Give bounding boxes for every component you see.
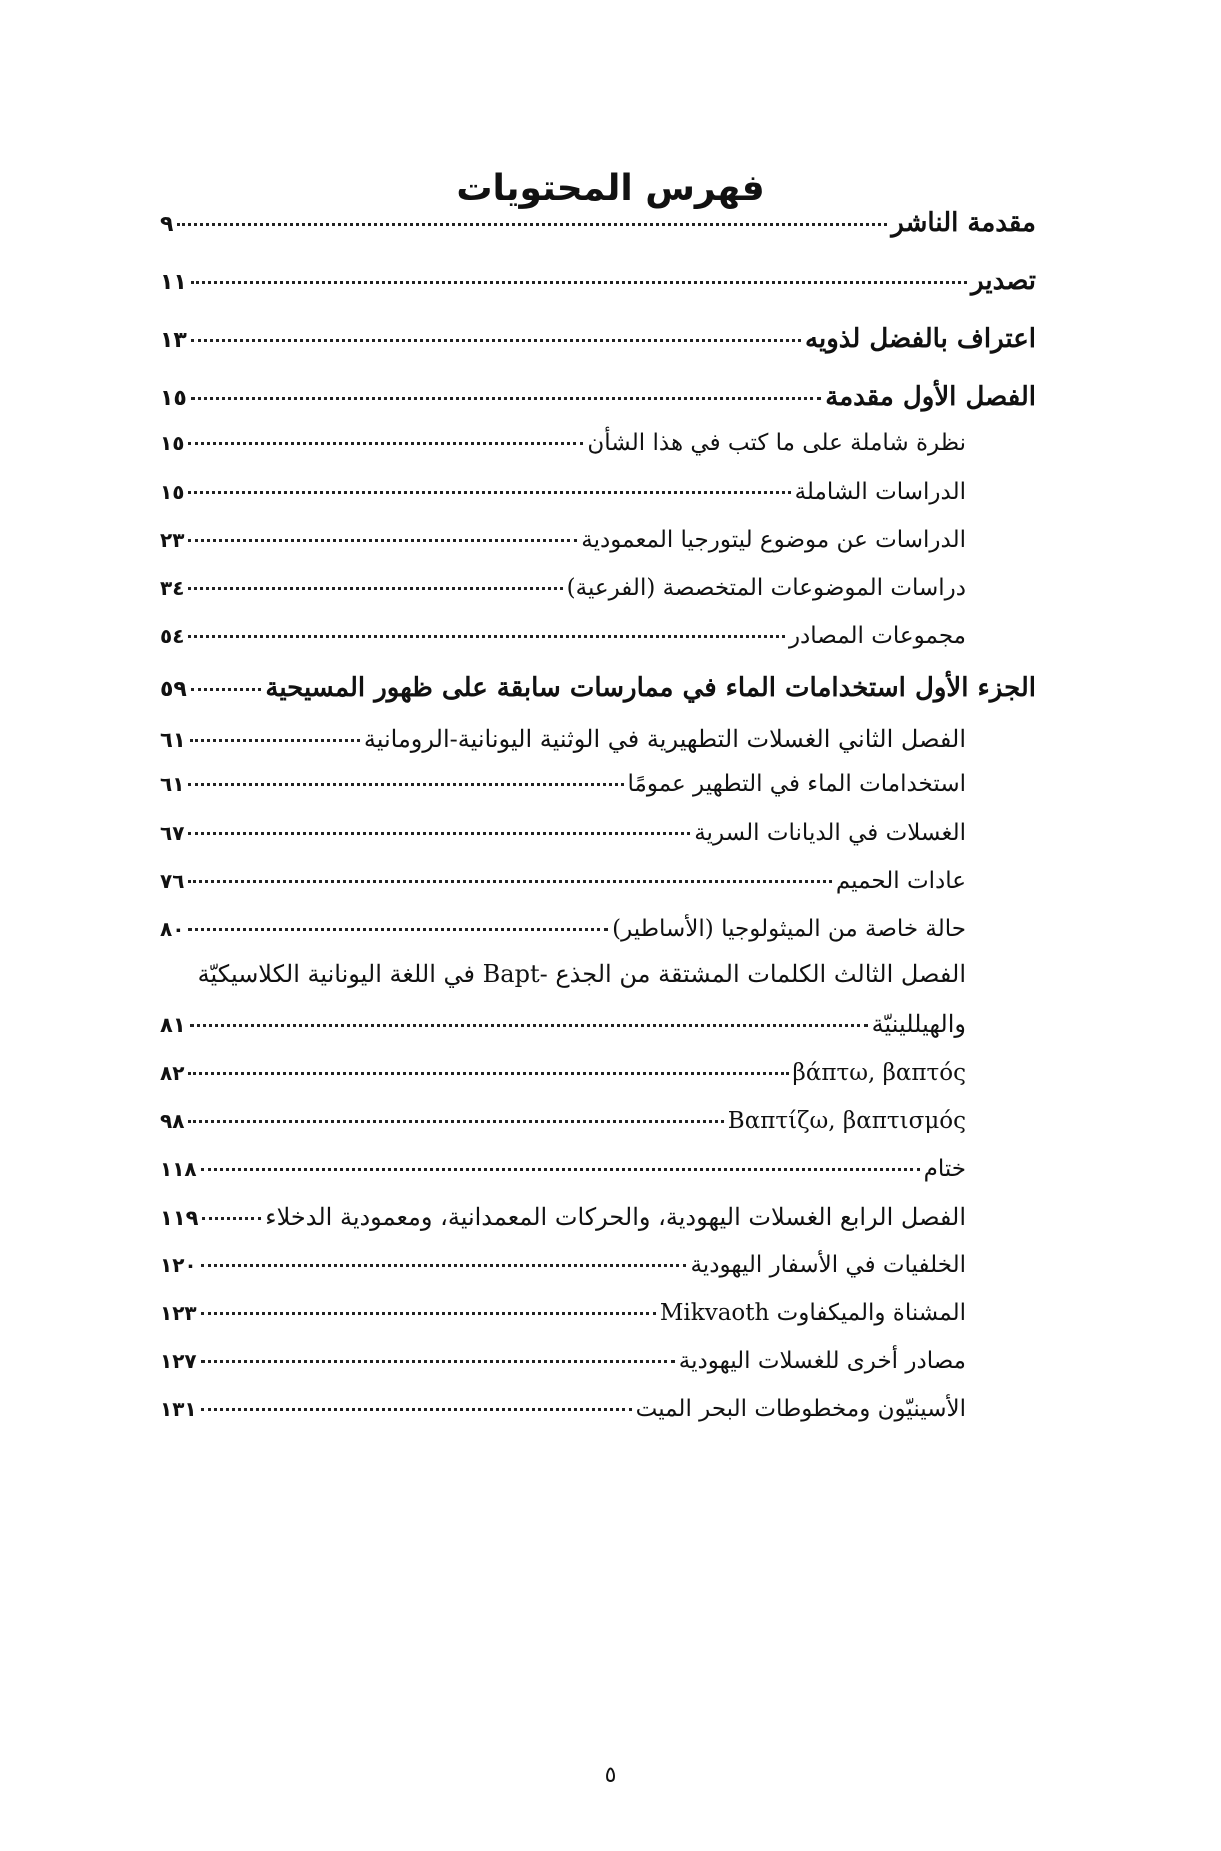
dot-leader [190, 739, 360, 742]
toc-entry [160, 430, 966, 470]
toc-entry-page: ٩ [160, 212, 174, 237]
toc-entry-label: الخلفيات في الأسفار اليهودية [690, 1252, 966, 1278]
dot-leader [191, 339, 801, 342]
dot-leader [188, 635, 785, 638]
dot-leader [177, 223, 887, 226]
toc-entry-label: مجموعات المصادر [788, 623, 966, 649]
toc-entry-label-continued: والهيللينيّة [871, 1010, 966, 1038]
dot-leader [188, 1072, 788, 1075]
toc-entry [160, 1203, 966, 1243]
toc-entry-label: الجزء الأول استخدامات الماء في ممارسات سابقة على ظهور المسيحية [265, 673, 1036, 703]
toc-entry-label: مقدمة الناشر [891, 208, 1036, 238]
dot-leader [188, 928, 608, 931]
toc-entry [160, 1348, 966, 1388]
dot-leader [191, 688, 262, 691]
toc-entry [160, 1108, 966, 1148]
toc-entry-label: الغسلات في الديانات السرية [694, 820, 966, 846]
toc-entry-page: ١٢٧ [160, 1349, 197, 1373]
toc-entry-page: ١٥ [160, 386, 187, 411]
dot-leader [188, 442, 583, 445]
toc-entry-page: ٦١ [160, 728, 186, 752]
toc-entry [160, 382, 1036, 422]
toc-entry [160, 673, 1036, 713]
dot-leader [188, 832, 690, 835]
toc-entry-label: ختام [923, 1156, 966, 1182]
toc-entry [160, 868, 966, 908]
toc-entry-label: تصدير [970, 266, 1036, 296]
toc-entry-page: ١٥ [160, 431, 185, 455]
toc-entry [160, 527, 966, 567]
dot-leader [201, 1168, 920, 1171]
toc-entry-page: ٦١ [160, 772, 185, 796]
toc-entry [160, 820, 966, 860]
dot-leader [201, 1408, 632, 1411]
toc-entry-page: ٣٤ [160, 576, 185, 600]
toc-entry [160, 623, 966, 663]
toc-entry [160, 771, 966, 811]
toc-entry-label: الدراسات الشاملة [794, 479, 966, 505]
toc-entry-heading [160, 960, 966, 1000]
toc-entry [160, 266, 1036, 306]
toc-entry-label: الفصل الثالث الكلمات المشتقة من الجذع -Bapt في اللغة اليونانية الكلاسيكيّة [197, 960, 966, 988]
toc-entry-page: ٦٧ [160, 821, 185, 845]
toc-entry-label: الدراسات عن موضوع ليتورجيا المعمودية [581, 527, 966, 553]
page-number: ٥ [604, 1763, 617, 1788]
dot-leader [201, 1312, 656, 1315]
dot-leader [191, 397, 821, 400]
toc-entry-label: الفصل الثاني الغسلات التطهيرية في الوثنية اليونانية-الرومانية [363, 725, 966, 753]
toc-entry [160, 208, 1036, 248]
toc-entry-page: ٨٢ [160, 1061, 185, 1085]
dot-leader [201, 1360, 675, 1363]
toc-entry [160, 725, 966, 765]
toc-entry-label: اعتراف بالفضل لذويه [805, 324, 1036, 354]
dot-leader [188, 783, 623, 786]
toc-entry-label: نظرة شاملة على ما كتب في هذا الشأن [587, 430, 966, 456]
dot-leader [202, 1217, 261, 1220]
dot-leader [188, 539, 577, 542]
page-title: فهرس المحتويات [456, 168, 765, 209]
toc-entry-label: مصادر أخرى للغسلات اليهودية [678, 1348, 966, 1374]
toc-entry-page: ٨١ [160, 1013, 186, 1037]
toc-entry [160, 575, 966, 615]
toc-entry-page: ٧٦ [160, 869, 185, 893]
toc-entry-label: الفصل الأول مقدمة [825, 382, 1036, 412]
toc-entry-label: حالة خاصة من الميثولوجيا (الأساطير) [612, 916, 966, 942]
toc-entry [160, 1060, 966, 1100]
toc-entry-page: ١٣ [160, 328, 187, 353]
toc-entry [160, 479, 966, 519]
dot-leader [188, 587, 562, 590]
dot-leader [188, 880, 831, 883]
dot-leader [191, 281, 967, 284]
toc-entry-page: ٨٠ [160, 917, 185, 941]
toc-entry-page: ١١٨ [160, 1157, 197, 1181]
toc-entry [160, 1396, 966, 1436]
toc-entry [160, 324, 1036, 364]
toc-entry [160, 1252, 966, 1292]
toc-entry-label: Βαπτίζω, βαπτισμός [727, 1108, 966, 1134]
toc-entry [160, 1300, 966, 1340]
toc-entry-page: ١٣١ [160, 1397, 197, 1421]
toc-entry-page: ١١ [160, 270, 187, 295]
toc-entry-page: ٥٤ [160, 624, 185, 648]
toc-entry [160, 916, 966, 956]
toc-entry-page: ١٥ [160, 480, 185, 504]
toc-entry-label: دراسات الموضوعات المتخصصة (الفرعية) [566, 575, 966, 601]
dot-leader [190, 1024, 868, 1027]
toc-entry-label: المشناة والميكفاوت Mikvaoth [659, 1300, 966, 1326]
toc-entry-label: عادات الحميم [835, 868, 966, 894]
toc-entry-label: βάπτω, βαπτός [792, 1060, 966, 1086]
toc-entry-page: ٢٣ [160, 528, 185, 552]
toc-entry-label: الأسينيّون ومخطوطات البحر الميت [635, 1396, 966, 1422]
toc-entry-label: استخدامات الماء في التطهير عمومًا [627, 771, 966, 797]
toc-entry-label: الفصل الرابع الغسلات اليهودية، والحركات المعمدانية، ومعمودية الدخلاء [265, 1203, 966, 1231]
toc-entry-page: ١١٩ [160, 1206, 199, 1230]
toc-entry [160, 1156, 966, 1196]
toc-entry-page: ١٢٠ [160, 1253, 197, 1277]
dot-leader [201, 1264, 687, 1267]
toc-entry [160, 1010, 966, 1050]
toc-entry-page: ١٢٣ [160, 1301, 197, 1325]
toc-entry-page: ٥٩ [160, 677, 187, 702]
dot-leader [188, 491, 790, 494]
dot-leader [188, 1120, 723, 1123]
toc-entry-page: ٩٨ [160, 1109, 185, 1133]
